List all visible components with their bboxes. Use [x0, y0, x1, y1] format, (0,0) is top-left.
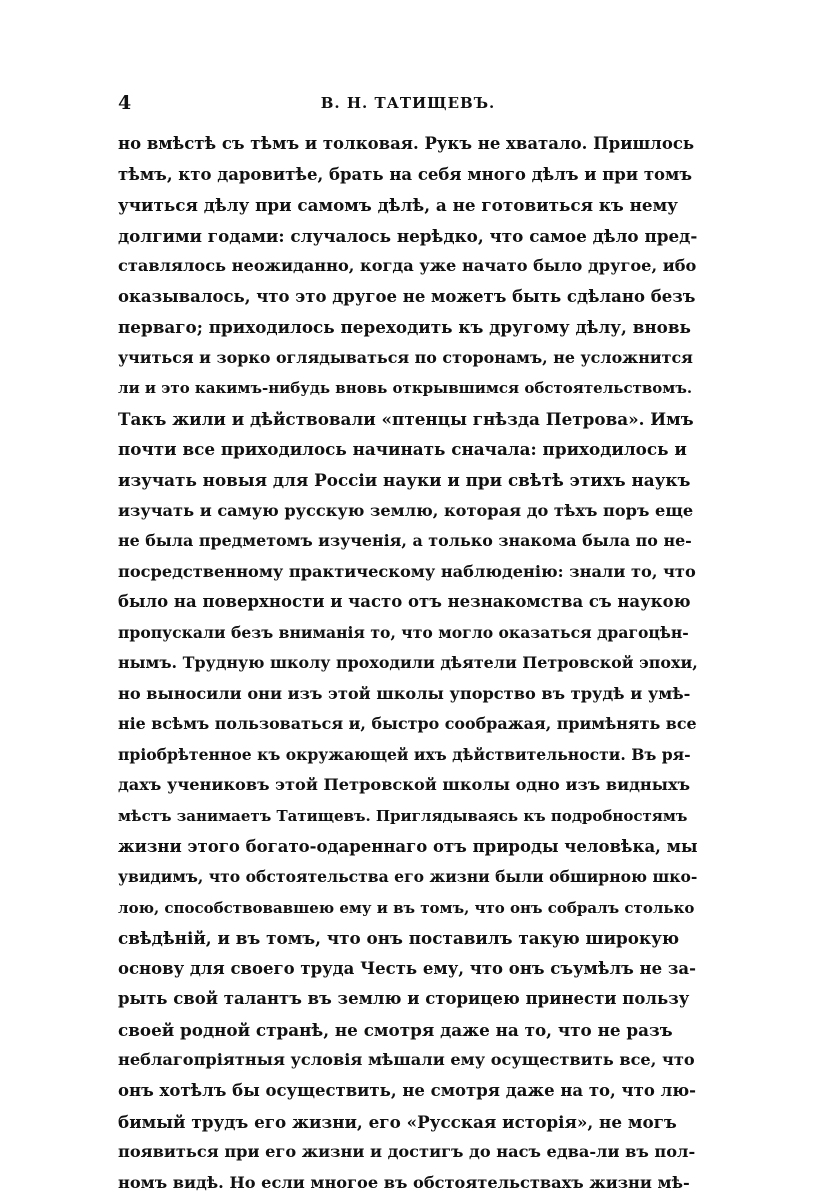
text-line: лою, способствовавшею ему и въ томъ, что онъ собралъ столько — [118, 898, 695, 917]
text-line: ставлялось неожиданно, когда уже начато было другое, ибо — [118, 256, 697, 276]
text-line: тѣмъ, кто даровитѣе, брать на себя много дѣлъ и при томъ — [118, 164, 693, 184]
text-line: номъ видѣ. Но если многое въ обстоятельствахъ жизни мѣ- — [118, 1172, 690, 1192]
text-line: ніе всѣмъ пользоваться и, быстро соображая, примѣнять все — [118, 714, 697, 734]
text-line: увидимъ, что обстоятельства его жизни были обширною шко- — [118, 867, 698, 887]
text-line: появиться при его жизни и достигъ до насъ едва-ли въ пол- — [118, 1142, 696, 1162]
text-line: бимый трудъ его жизни, его «Русская исторія», не могъ — [118, 1111, 677, 1132]
text-line: неблагопріятныя условія мѣшали ему осуществить все, что — [118, 1050, 695, 1070]
text-line: учиться дѣлу при самомъ дѣлѣ, а не готовиться къ нему — [118, 195, 678, 216]
page-header — [118, 92, 698, 118]
text-line: свѣдѣній, и въ томъ, что онъ поставилъ такую широкую — [118, 928, 680, 949]
text-line: изучать новыя для Россіи науки и при свѣтѣ этихъ наукъ — [118, 470, 691, 491]
text-line: перваго; приходилось переходить къ другому дѣлу, вновь — [118, 317, 691, 338]
text-line: своей родной странѣ, не смотря даже на то, что не разъ — [118, 1019, 673, 1040]
text-line: основу для своего труда Честь ему, что онъ съумѣлъ не за- — [118, 958, 696, 978]
text-line: но вмѣстѣ съ тѣмъ и толковая. Рукъ не хватало. Пришлось — [118, 134, 695, 153]
text-line: оказывалось, что это другое не можетъ быть сдѣлано безъ — [118, 286, 696, 306]
text-line: посредственному практическому наблюденію: знали то, что — [118, 561, 696, 581]
text-line: Такъ жили и дѣйствовали «птенцы гнѣзда Петрова». Имъ — [118, 408, 694, 429]
text-line: не была предметомъ изученія, а только знакома была по не- — [118, 531, 692, 551]
text-line: дахъ учениковъ этой Петровской школы одно изъ видныхъ — [118, 775, 691, 795]
text-line: было на поверхности и часто отъ незнакомства съ наукою — [118, 592, 691, 612]
page-number: 4 — [118, 92, 132, 114]
text-line: пропускали безъ вниманія то, что могло оказаться драгоцѣн- — [118, 622, 689, 642]
text-line: но выносили они изъ этой школы упорство въ трудѣ и умѣ- — [118, 683, 691, 703]
text-line: мѣстъ занимаетъ Татищевъ. Приглядываясь къ подробностямъ — [118, 807, 688, 826]
text-line: пріобрѣтенное къ окружающей ихъ дѣйствительности. Въ ря- — [118, 744, 691, 764]
text-line: почти все приходилось начинать сначала: приходилось и — [118, 439, 687, 460]
body-text — [118, 129, 698, 1198]
running-head: В. Н. ТАТИЩЕВЪ. — [320, 94, 496, 112]
text-line: рыть свой талантъ въ землю и сторицею принести пользу — [118, 989, 690, 1009]
text-line: нымъ. Трудную школу проходили дѣятели Петровской эпохи, — [118, 653, 698, 673]
text-line: изучать и самую русскую землю, которая до тѣхъ поръ еще — [118, 500, 694, 520]
text-line: долгими годами: случалось нерѣдко, что самое дѣло пред- — [118, 225, 698, 246]
text-line: жизни этого богато-одареннаго отъ природы человѣка, мы — [118, 836, 698, 856]
text-line: ли и это какимъ-нибудь вновь открывшимся обстоятельствомъ. — [118, 379, 693, 398]
text-line: онъ хотѣлъ бы осуществить, не смотря даже на то, что лю- — [118, 1080, 696, 1100]
text-line: учиться и зорко оглядываться по сторонамъ, не усложнится — [118, 347, 693, 367]
